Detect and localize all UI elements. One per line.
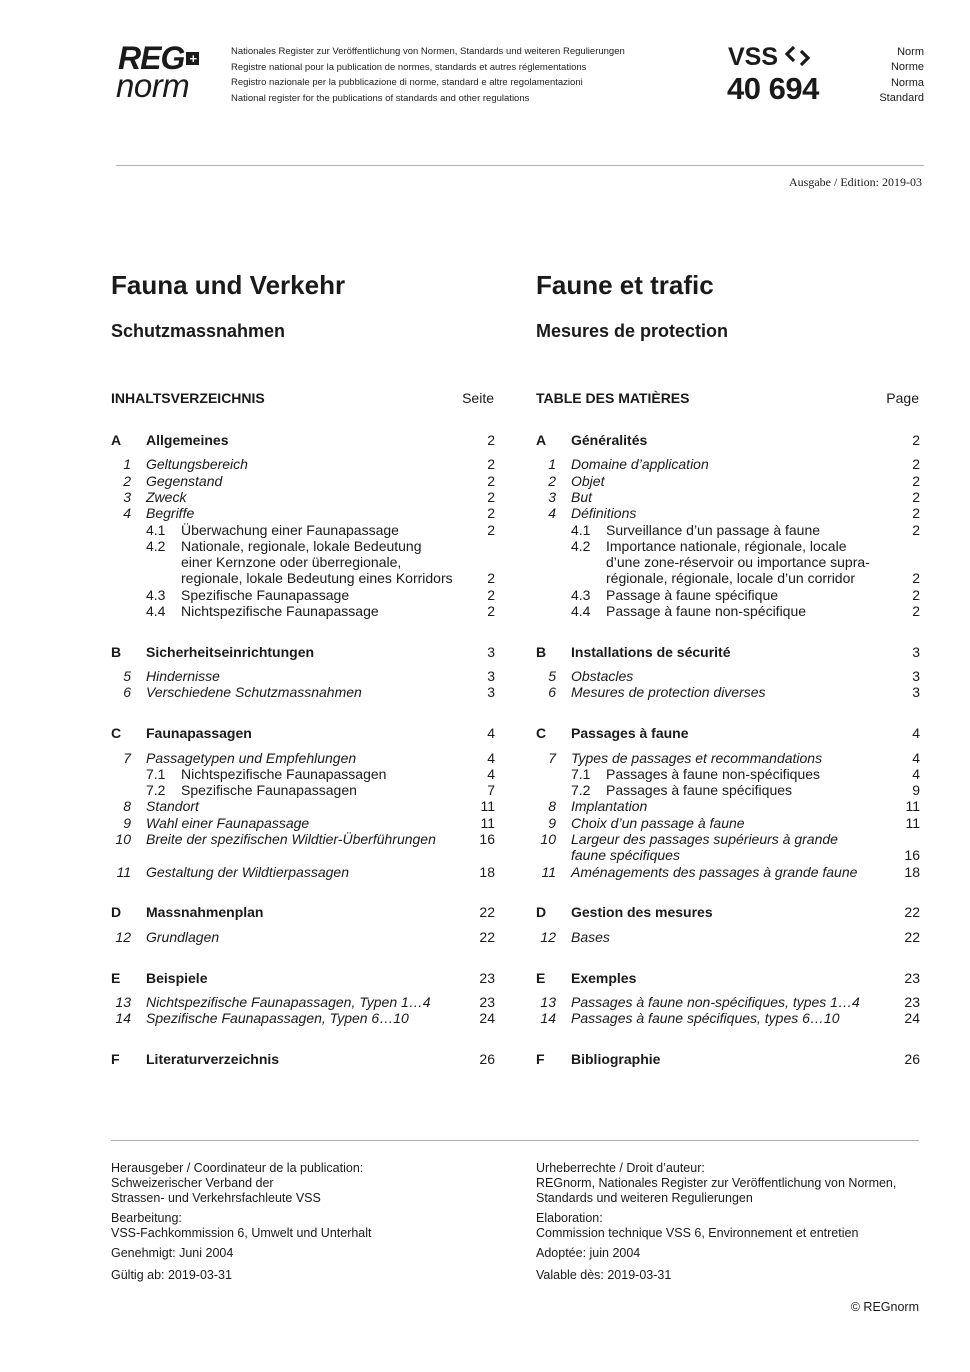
norm-type-list: [860, 45, 924, 106]
toc-entry-title: Standort: [146, 798, 199, 815]
footer-divider: [111, 1140, 919, 1141]
norm-type-it: Norma: [890, 76, 924, 89]
publisher-name-line1: Schweizerischer Verband der: [111, 1176, 274, 1190]
toc-page-number: 2: [487, 456, 495, 473]
toc-entry-title: Types de passages et recommandations: [571, 749, 823, 766]
toc-entry-title: Largeur des passages supérieurs à grande: [571, 831, 838, 847]
toc-entry-number: 6: [123, 684, 131, 701]
edition-date: Ausgabe / Edition: 2019-03: [789, 175, 922, 189]
toc-subentry-number: 4.1: [146, 521, 166, 538]
toc-page-number: 16: [479, 831, 495, 847]
vss-arrows-icon: [785, 45, 813, 67]
toc-section-title: Installations de sécurité: [571, 643, 731, 660]
toc-section-title: Exemples: [571, 969, 637, 986]
toc-entry-title: Domaine d’application: [571, 456, 709, 473]
valid-from-date: Gültig ab: 2019-03-31: [111, 1268, 232, 1282]
toc-page-number: 16: [904, 847, 920, 864]
toc-page-number: 4: [487, 749, 495, 766]
toc-page-number: 2: [487, 570, 495, 587]
toc-subentry-title-continued: regionale, lokale Bedeutung eines Korridors: [181, 570, 453, 587]
approved-date: Genehmigt: Juni 2004: [111, 1246, 234, 1260]
toc-subentry-title: Surveillance d’un passage à faune: [606, 521, 821, 538]
toc-page-number: 2: [487, 505, 495, 522]
toc-page-number: 2: [487, 586, 495, 603]
toc-entry-number: 8: [123, 798, 131, 815]
register-line-it: Registro nazionale per la pubblicazione di norme, standard e altre regolamentazioni: [231, 77, 583, 88]
toc-page-number: 11: [480, 798, 495, 815]
toc-page-number: 2: [912, 488, 920, 505]
toc-entry-number: 9: [548, 814, 556, 831]
toc-subentry-title: Passages à faune spécifiques: [606, 782, 793, 799]
toc-page-number: 24: [479, 1010, 495, 1027]
toc-entry-title: Passages à faune non-spécifiques, types 1…4: [571, 993, 860, 1010]
toc-page-number: 9: [912, 782, 920, 799]
toc-section-title: Bibliographie: [571, 1050, 661, 1067]
toc-entry-title: Choix d’un passage à faune: [571, 814, 745, 831]
toc-page-number: 3: [487, 684, 495, 701]
publisher-name-line2: Strassen- und Verkehrsfachleute VSS: [111, 1191, 321, 1205]
toc-entry-number: 3: [548, 488, 556, 505]
toc-subentry-title: Nichtspezifische Faunapassage: [181, 603, 379, 619]
toc-page-number: 4: [912, 765, 920, 782]
toc-entry-number: 12: [115, 928, 131, 945]
toc-entry-title: Zweck: [146, 488, 187, 505]
swiss-cross-icon: +: [186, 52, 199, 65]
vss-logo: [728, 44, 813, 70]
subtitle-fr: Mesures de protection: [536, 321, 729, 341]
toc-page-number: 2: [912, 456, 920, 473]
toc-entry-number: 1: [548, 456, 556, 473]
toc-entry-number: 5: [123, 668, 131, 685]
toc-page-number: 22: [479, 928, 495, 945]
toc-subentry-title: Nichtspezifische Faunapassagen: [181, 765, 387, 782]
toc-section-letter: C: [111, 725, 122, 742]
toc-entry-number: 4: [548, 505, 556, 522]
toc-entry-title: Grundlagen: [146, 928, 220, 945]
toc-subentry-title: Überwachung einer Faunapassage: [181, 521, 399, 538]
toc-entry-number: 11: [116, 863, 131, 880]
toc-subentry-title-continued: régionale, régionale, locale d’un corridor: [606, 570, 856, 587]
toc-section-title: Faunapassagen: [146, 725, 252, 742]
toc-section-letter: F: [111, 1050, 120, 1067]
toc-page-number: 11: [905, 814, 920, 831]
toc-page-number: 2: [487, 488, 495, 505]
toc-section-letter: C: [536, 725, 547, 742]
toc-section-title: Sicherheitseinrichtungen: [146, 643, 315, 660]
toc-title-fr: TABLE DES MATIÈRES: [536, 390, 690, 406]
toc-section-letter: B: [111, 643, 122, 660]
toc-entry-title: Gestaltung der Wildtierpassagen: [146, 863, 349, 880]
toc-page-number: 2: [912, 472, 920, 489]
toc-subentry-title-continued: einer Kernzone oder überregionale,: [181, 554, 402, 571]
toc-page-number: 3: [487, 668, 495, 685]
toc-section-title: Gestion des mesures: [571, 904, 713, 921]
toc-entry-title: Implantation: [571, 798, 648, 815]
toc-entry-title: Nichtspezifische Faunapassagen, Typen 1…4: [146, 993, 431, 1010]
toc-entry-number: 11: [541, 863, 556, 880]
toc-subentry-title: Nationale, regionale, lokale Bedeutung: [181, 537, 422, 554]
toc-section-letter: E: [536, 969, 546, 986]
toc-section-letter: A: [536, 432, 547, 448]
toc-page-number: 4: [912, 725, 920, 742]
title-de: Fauna und Verkehr: [111, 270, 346, 300]
toc-page-number: 2: [487, 603, 495, 619]
toc-page-number: 4: [487, 725, 495, 742]
copyright-label: Urheberrechte / Droit d’auteur:: [536, 1161, 705, 1175]
toc-subentry-number: 7.1: [571, 765, 591, 782]
toc-section-letter: B: [536, 643, 547, 660]
elaboration-label: Elaboration:: [536, 1211, 603, 1225]
toc-entry-title: Définitions: [571, 505, 637, 522]
logo-reg-text: REG: [118, 40, 185, 76]
valid-from-date-fr: Valable dès: 2019-03-31: [536, 1268, 672, 1282]
toc-page-label-de: Seite: [462, 390, 494, 406]
toc-page-number: 3: [912, 668, 920, 685]
toc-page-label-fr: Page: [886, 390, 919, 406]
toc-page-number: 3: [912, 684, 920, 701]
toc-entry-number: 2: [548, 472, 556, 489]
toc-entry-title: Verschiedene Schutzmassnahmen: [146, 684, 362, 701]
toc-page-number: 26: [904, 1050, 920, 1067]
toc-entry-title: Breite der spezifischen Wildtier-Überführungen: [146, 831, 436, 847]
toc-section-letter: E: [111, 969, 121, 986]
toc-page-number: 23: [479, 969, 495, 986]
toc-entry-number: 14: [115, 1010, 131, 1027]
toc-section-letter: D: [536, 904, 547, 921]
toc-entry-number: 3: [123, 488, 131, 505]
register-line-fr: Registre national pour la publication de normes, standards et autres réglementations: [231, 61, 587, 73]
toc-subentry-title: Importance nationale, régionale, locale: [606, 537, 847, 554]
toc-subentry-title: Spezifische Faunapassage: [181, 586, 350, 603]
toc-entry-title: Hindernisse: [146, 668, 220, 685]
title-fr: Faune et trafic: [536, 270, 714, 300]
toc-page-number: 23: [904, 993, 920, 1010]
toc-entry-title: Aménagements des passages à grande faune: [571, 863, 858, 880]
toc-section-letter: A: [111, 432, 122, 448]
footer-de: [111, 1161, 372, 1283]
toc-subentry-number: 4.4: [571, 603, 591, 619]
toc-subentry-number: 4.2: [571, 537, 591, 554]
toc-page-number: 2: [912, 586, 920, 603]
publisher-label: Herausgeber / Coordinateur de la publication:: [111, 1161, 364, 1175]
norm-number: 40 694: [727, 71, 819, 106]
toc-page-number: 7: [487, 782, 495, 799]
toc-section-title: Allgemeines: [146, 432, 229, 448]
toc-entry-number: 1: [123, 456, 131, 473]
toc-entry-number: 7: [123, 749, 131, 766]
toc-entry-number: 13: [540, 993, 556, 1010]
toc-entry-number: 12: [540, 928, 556, 945]
register-description: [231, 44, 625, 106]
toc-page-number: 26: [479, 1050, 495, 1067]
subtitle-de: Schutzmassnahmen: [111, 321, 286, 341]
toc-entry-number: 9: [123, 814, 131, 831]
adopted-date: Adoptée: juin 2004: [536, 1246, 641, 1260]
toc-entry-title: Mesures de protection diverses: [571, 684, 766, 701]
toc-entry-number: 4: [123, 505, 131, 522]
norm-type-fr: Norme: [890, 61, 924, 74]
toc-page-number: 3: [487, 643, 495, 660]
toc-page-number: 24: [904, 1010, 920, 1027]
logo-norm-text: norm: [116, 67, 190, 104]
toc-entry-number: 10: [115, 831, 131, 847]
toc-page-number: 4: [487, 765, 495, 782]
copyright-holder-line1: REGnorm, Nationales Register zur Veröffentlichung von Normen,: [536, 1176, 897, 1190]
toc-subentry-title-continued: d’une zone-réservoir ou importance supra-: [606, 554, 870, 571]
toc-page-number: 22: [479, 904, 495, 921]
toc-section-title: Massnahmenplan: [146, 904, 264, 921]
toc-page-number: 22: [904, 928, 920, 945]
toc-page-number: 2: [487, 472, 495, 489]
toc-page-number: 18: [904, 863, 920, 880]
toc-entry-number: 10: [540, 831, 556, 847]
toc-page-number: 2: [912, 432, 920, 448]
toc-entry-title: Geltungsbereich: [146, 456, 248, 473]
register-line-en: National register for the publications of standards and other regulations: [231, 92, 530, 104]
toc-page-number: 11: [905, 798, 920, 815]
toc-page-number: 23: [904, 969, 920, 986]
toc-subentry-title: Passages à faune non-spécifiques: [606, 765, 821, 782]
toc-entry-title: Gegenstand: [146, 472, 223, 489]
toc-entry-title: Passages à faune spécifiques, types 6…10: [571, 1010, 840, 1027]
copyright-notice: © REGnorm: [850, 1300, 919, 1314]
toc-page-number: 2: [912, 505, 920, 522]
toc-section-title: Beispiele: [146, 969, 208, 986]
toc-subentry-number: 4.3: [571, 586, 591, 603]
toc-entry-title-continued: faune spécifiques: [571, 847, 680, 864]
toc-entry-title: But: [571, 488, 593, 505]
editing-commission: VSS-Fachkommission 6, Umwelt und Unterhalt: [111, 1226, 372, 1240]
toc-page-number: 22: [904, 904, 920, 921]
toc-page-number: 4: [912, 749, 920, 766]
toc-entry-number: 14: [540, 1010, 556, 1027]
toc-page-number: 2: [912, 603, 920, 619]
norm-type-de: Norm: [897, 46, 924, 58]
toc-entry-number: 7: [548, 749, 556, 766]
toc-entry-title: Wahl einer Faunapassage: [146, 814, 310, 831]
toc-page-number: 18: [479, 863, 495, 880]
toc-title-de: INHALTSVERZEICHNIS: [111, 390, 265, 406]
toc-section-title: Literaturverzeichnis: [146, 1050, 280, 1067]
toc-page-number: 11: [480, 814, 495, 831]
toc-page-number: 2: [912, 570, 920, 587]
toc-entry-title: Bases: [571, 928, 610, 945]
elaboration-commission: Commission technique VSS 6, Environnement et entretien: [536, 1226, 859, 1240]
header-divider: [116, 165, 924, 166]
toc-page-number: 3: [912, 643, 920, 660]
toc-page-number: 2: [487, 521, 495, 538]
toc-entry-number: 5: [548, 668, 556, 685]
toc-entry-number: 8: [548, 798, 556, 815]
register-line-de: Nationales Register zur Veröffentlichung von Normen, Standards und weiteren Regulierungen: [231, 46, 625, 57]
vss-label: VSS: [728, 43, 779, 71]
toc-page-number: 23: [479, 993, 495, 1010]
toc-section-letter: F: [536, 1050, 545, 1067]
toc-page-number: 2: [487, 432, 495, 448]
toc-entry-title: Begriffe: [146, 505, 195, 522]
norm-type-en: Standard: [879, 91, 924, 104]
toc-subentry-number: 7.1: [146, 765, 166, 782]
toc-section-title: Généralités: [571, 432, 648, 448]
toc-subentry-number: 4.4: [146, 603, 166, 619]
toc-subentry-number: 4.2: [146, 537, 166, 554]
toc-subentry-number: 4.1: [571, 521, 591, 538]
toc-section-letter: D: [111, 904, 122, 921]
toc-entry-title: Obstacles: [571, 668, 634, 685]
toc-entry-title: Objet: [571, 472, 605, 489]
editing-label: Bearbeitung:: [111, 1211, 182, 1225]
toc-entry-title: Spezifische Faunapassagen, Typen 6…10: [146, 1010, 409, 1027]
toc-subentry-title: Passage à faune non-spécifique: [606, 603, 807, 619]
toc-subentry-number: 7.2: [146, 782, 166, 799]
footer-fr: [536, 1161, 896, 1283]
toc-page-number: 2: [912, 521, 920, 538]
toc-subentry-number: 7.2: [571, 782, 591, 799]
toc-subentry-title: Spezifische Faunapassagen: [181, 782, 357, 799]
toc-entry-title: Passagetypen und Empfehlungen: [146, 749, 357, 766]
copyright-holder-line2: Standards und weiteren Regulierungen: [536, 1191, 753, 1205]
toc-subentry-title: Passage à faune spécifique: [606, 586, 779, 603]
toc-subentry-number: 4.3: [146, 586, 166, 603]
toc-entry-number: 6: [548, 684, 556, 701]
toc-entry-number: 2: [123, 472, 131, 489]
toc-entry-number: 13: [115, 993, 131, 1010]
toc-section-title: Passages à faune: [571, 725, 689, 742]
